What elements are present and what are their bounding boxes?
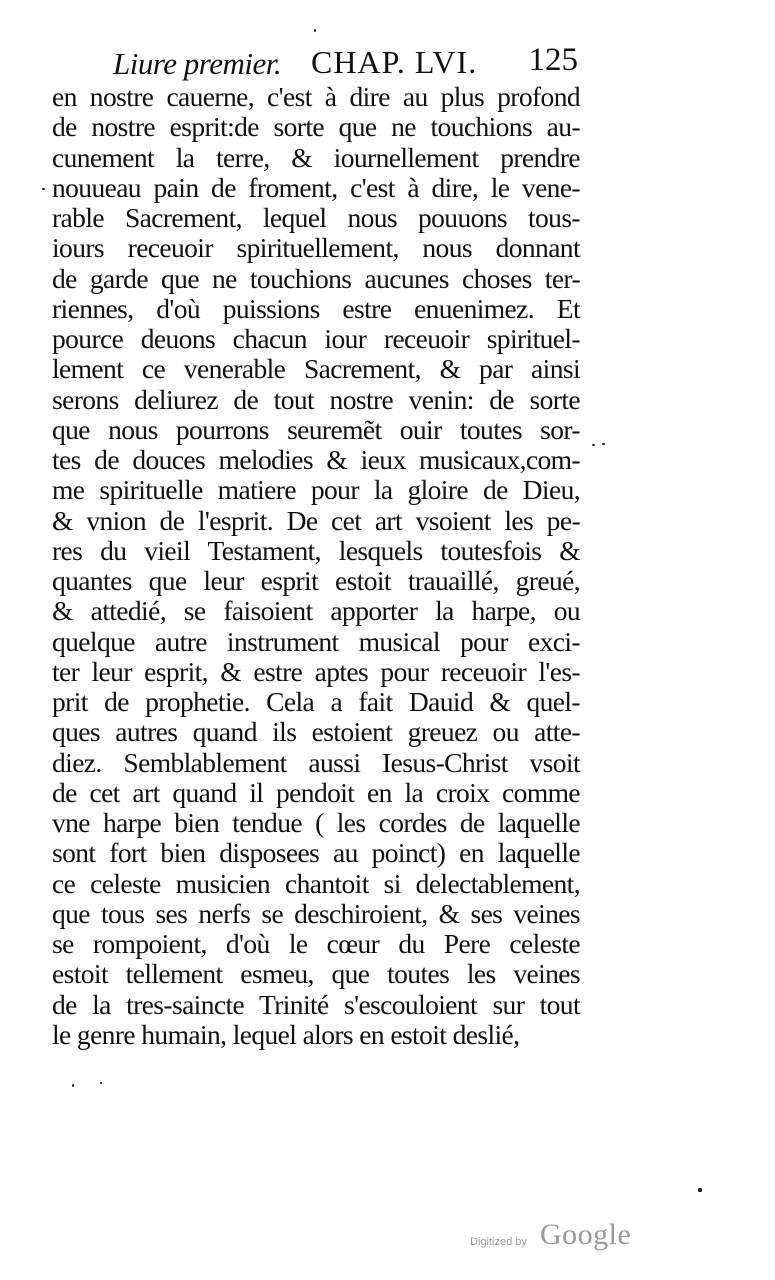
text-line: res du vieil Testament, lesquels toutesfois & xyxy=(52,534,580,566)
text-line: que tous ses nerfs se deschiroient, & ses veines xyxy=(52,897,580,929)
scan-speck xyxy=(602,443,605,445)
text-line: en nostre cauerne, c'est à dire au plus profond xyxy=(52,81,580,112)
running-head: Liure premier. xyxy=(113,46,282,81)
scan-speck xyxy=(698,1188,702,1192)
text-line: rable Sacrement, lequel nous pouuons tous- xyxy=(52,202,580,233)
page-header xyxy=(113,40,578,84)
text-line: lement ce venerable Sacrement, & par ainsi xyxy=(52,353,580,385)
text-line: iours receuoir spirituellement, nous donnant xyxy=(52,232,580,264)
text-line: de nostre esprit:de sorte que ne touchions au- xyxy=(52,111,580,143)
chapter-heading: CHAP. LVI. xyxy=(311,44,478,80)
text-line: de garde que ne touchions aucunes choses ter- xyxy=(52,262,580,294)
text-line: ter leur esprit, & estre aptes pour receuoir l'es- xyxy=(52,655,580,687)
text-line: diez. Semblablement aussi Iesus-Christ vsoit xyxy=(52,746,580,778)
page-number: 125 xyxy=(528,42,578,78)
text-line: tes de douces melodies & ieux musicaux,com- xyxy=(52,444,580,475)
text-line: de cet art quand il pendoit en la croix comme xyxy=(52,776,580,808)
scan-speck xyxy=(42,188,45,190)
scan-speck xyxy=(314,29,316,32)
scan-speck xyxy=(100,1082,102,1084)
text-line: vne harpe bien tendue ( les cordes de laquelle xyxy=(52,807,580,838)
text-line: cunement la terre, & iournellement prendre xyxy=(52,141,580,173)
text-line: prit de prophetie. Cela a fait Dauid & quel- xyxy=(52,686,580,717)
text-line: que nous pourrons seuremẽt ouir toutes sor- xyxy=(52,413,580,445)
body-text xyxy=(52,82,580,1050)
text-line: quelque autre instrument musical pour exci- xyxy=(52,625,580,657)
text-line: le genre humain, lequel alors en estoit deslié, xyxy=(52,1018,520,1050)
text-line: riennes, d'où puissions estre enuenimez. Et xyxy=(52,292,580,324)
digitized-by-label: Digitized by xyxy=(470,1236,527,1248)
text-line: serons deliurez de tout nostre venin: de sorte xyxy=(52,383,580,415)
text-line: se rompoient, d'où le cœur du Pere celeste xyxy=(52,928,580,959)
text-line: ce celeste musicien chantoit si delectablement, xyxy=(52,867,580,899)
text-line: quantes que leur esprit estoit trauaillé, greué, xyxy=(52,565,580,596)
text-line: pource deuons chacun iour receuoir spirituel- xyxy=(52,323,580,354)
text-line: & attedié, se faisoient apporter la harpe, ou xyxy=(52,595,580,627)
text-line: me spirituelle matiere pour la gloire de Dieu, xyxy=(52,474,580,506)
google-logo: Google xyxy=(540,1218,632,1251)
text-line: sont fort bien disposees au poinct) en laquelle xyxy=(52,837,580,869)
text-line: estoit tellement esmeu, que toutes les veines xyxy=(52,958,580,990)
text-line: nouueau pain de froment, c'est à dire, le vene- xyxy=(52,171,580,203)
text-line: & vnion de l'esprit. De cet art vsoient les pe- xyxy=(52,504,580,536)
text-line: ques autres quand ils estoient greuez ou atte- xyxy=(52,716,580,748)
text-line: de la tres-saincte Trinité s'escouloient sur tout xyxy=(52,988,580,1020)
digitization-watermark xyxy=(470,1218,670,1258)
scan-speck xyxy=(72,1084,74,1087)
scan-speck xyxy=(592,444,595,446)
